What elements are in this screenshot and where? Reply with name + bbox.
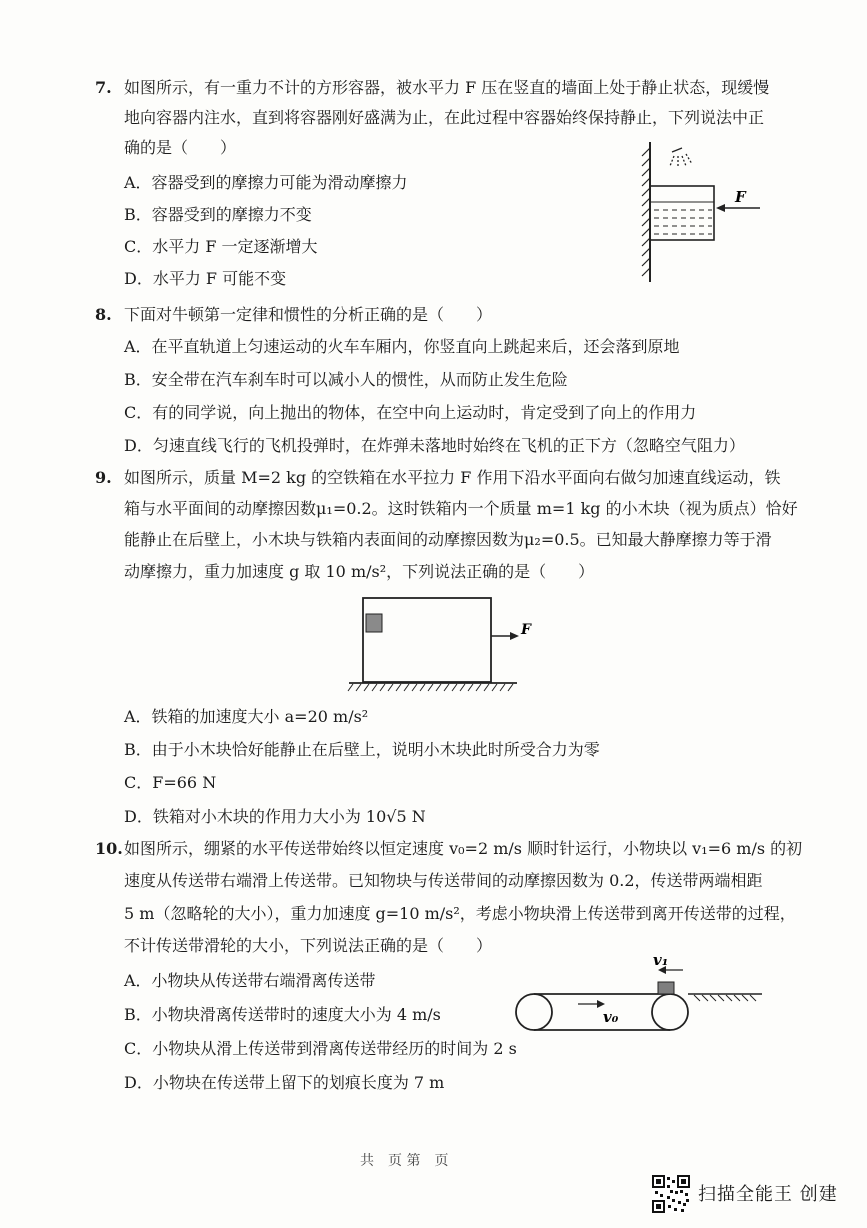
question-10-option-b: B．小物块滑离传送带时的速度大小为 4 m/s [124, 1005, 441, 1024]
question-7-force-label: F [735, 188, 746, 206]
question-9-figure [345, 594, 531, 694]
page-number: 共 页 第 页 [360, 1153, 449, 1169]
question-9-option-c: C．F=66 N [124, 773, 217, 792]
question-10-v0-label: v₀ [603, 1008, 619, 1026]
question-9-force-label: F [521, 622, 531, 638]
question-7-figure [630, 142, 770, 287]
question-7-number: 7. [95, 78, 112, 97]
question-10-option-a: A．小物块从传送带右端滑离传送带 [124, 971, 376, 990]
question-10-line-1: 如图所示，绷紧的水平传送带始终以恒定速度 v₀=2 m/s 顺时针运行，小物块以 v₁=6 m/s 的初 [124, 839, 803, 858]
question-10-v1-label: v₁ [653, 951, 669, 969]
question-9-line-4: 动摩擦力，重力加速度 g 取 10 m/s²，下列说法正确的是（ ） [124, 562, 595, 581]
question-9-line-2: 箱与水平面间的动摩擦因数μ₁=0.2。这时铁箱内一个质量 m=1 kg 的小木块（视为质点）恰好 [124, 499, 798, 518]
question-8-option-c: C．有的同学说，向上抛出的物体，在空中向上运动时，肯定受到了向上的作用力 [124, 403, 697, 422]
question-9-option-d: D．铁箱对小木块的作用力大小为 10√5 N [124, 807, 426, 826]
question-7-option-a: A．容器受到的摩擦力可能为滑动摩擦力 [124, 173, 408, 192]
question-7-option-b: B．容器受到的摩擦力不变 [124, 205, 312, 224]
question-10-line-2: 速度从传送带右端滑上传送带。已知物块与传送带间的动摩擦因数为 0.2，传送带两端相距 [124, 871, 763, 890]
question-10-option-c: C．小物块从滑上传送带到滑离传送带经历的时间为 2 s [124, 1039, 517, 1058]
question-10-figure [510, 950, 765, 1040]
question-8-number: 8. [95, 305, 112, 324]
question-7-line-2: 地向容器内注水，直到将容器刚好盛满为止，在此过程中容器始终保持静止，下列说法中正 [124, 108, 765, 127]
question-9-option-b: B．由于小木块恰好能静止在后壁上，说明小木块此时所受合力为零 [124, 740, 600, 759]
question-10-line-4: 不计传送带滑轮的大小，下列说法正确的是（ ） [124, 936, 493, 955]
question-9-line-3: 能静止在后壁上，小木块与铁箱内表面间的动摩擦因数为μ₂=0.5。已知最大静摩擦力等于滑 [124, 530, 772, 549]
question-7-option-d: D．水平力 F 可能不变 [124, 269, 287, 288]
question-9-option-a: A．铁箱的加速度大小 a=20 m/s² [124, 707, 369, 726]
question-7-option-c: C．水平力 F 一定逐渐增大 [124, 237, 318, 256]
question-8-option-d: D．匀速直线飞行的飞机投弹时，在炸弹未落地时始终在飞机的正下方（忽略空气阻力） [124, 436, 745, 455]
question-10-number: 10. [95, 839, 123, 858]
qr-code-icon [652, 1175, 690, 1213]
small-block [658, 982, 674, 994]
question-8-line-1: 下面对牛顿第一定律和惯性的分析正确的是（ ） [124, 305, 493, 324]
question-10-option-d: D．小物块在传送带上留下的划痕长度为 7 m [124, 1073, 445, 1092]
question-10-line-3: 5 m（忽略轮的大小），重力加速度 g=10 m/s²，考虑小物块滑上传送带到离开传送带的过程， [124, 904, 796, 923]
wood-block [366, 614, 382, 632]
question-9-number: 9. [95, 468, 112, 487]
question-7-line-1: 如图所示，有一重力不计的方形容器，被水平力 F 压在竖直的墙面上处于静止状态，现缓慢 [124, 78, 770, 97]
question-8-option-b: B．安全带在汽车刹车时可以减小人的惯性，从而防止发生危险 [124, 370, 568, 389]
scanner-brand-watermark: 扫描全能王 创建 [698, 1184, 838, 1205]
question-8-option-a: A．在平直轨道上匀速运动的火车车厢内，你竖直向上跳起来后，还会落到原地 [124, 337, 680, 356]
question-7-line-3: 确的是（ ） [124, 138, 237, 157]
question-9-line-1: 如图所示，质量 M=2 kg 的空铁箱在水平拉力 F 作用下沿水平面向右做匀加速直线运动，铁 [124, 468, 781, 487]
